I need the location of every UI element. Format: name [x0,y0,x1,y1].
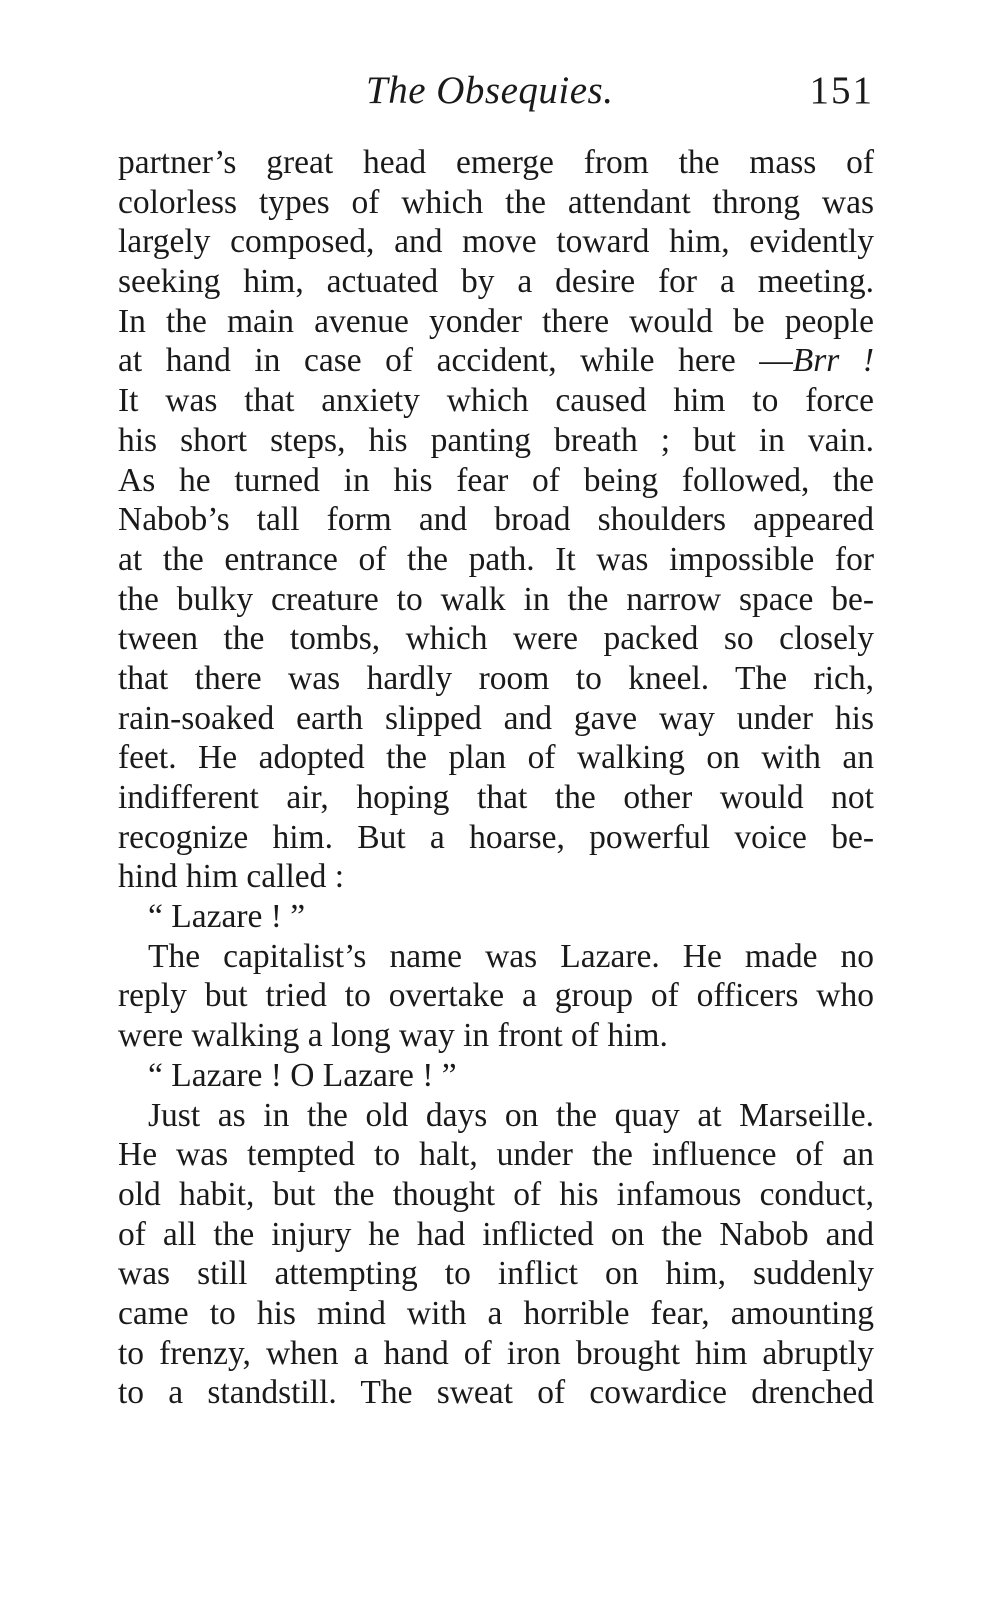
text-line: that there was hardly room to kneel. The rich, [118,659,874,697]
italic-exclamation: Brr ! [792,342,874,380]
text-line: indifferent air, hoping that the other would not [118,779,874,816]
text-line: The capitalist’s name was Lazare. He made no [148,937,874,975]
body-text [118,143,874,1413]
text-line: were walking a long way in front of him. [118,1017,668,1055]
text-line: He was tempted to halt, under the influence of an [118,1136,874,1174]
text-line: partner’s great head emerge from the mass of [118,144,874,181]
dialogue-line: “ Lazare ! O Lazare ! ” [148,1056,457,1094]
text-line: to frenzy, when a hand of iron brought him abruptly [118,1334,874,1372]
text-line: feet. He adopted the plan of walking on with an [118,739,874,777]
text-line: old habit, but the thought of his infamous conduct, [118,1175,874,1213]
page-number: 151 [809,69,874,112]
text-line: at the entrance of the path. It was impossible for [118,540,874,578]
text-line: As he turned in his fear of being followed, the [118,461,874,499]
text-line: the bulky creature to walk in the narrow space be- [118,580,874,618]
text-line [118,341,874,381]
running-title: The Obsequies. [366,69,614,112]
text-line: seeking him, actuated by a desire for a meeting. [118,263,874,301]
text-line: In the main avenue yonder there would be people [118,302,874,340]
text-line: Just as in the old days on the quay at Marseille. [148,1096,874,1134]
dialogue-line: “ Lazare ! ” [148,898,306,936]
text-line: It was that anxiety which caused him to force [118,382,874,420]
running-header [118,68,874,128]
text-line: colorless types of which the attendant throng was [118,183,874,221]
text-line: hind him called : [118,858,345,896]
text-line: Nabob’s tall form and broad shoulders appeared [118,501,874,539]
text-line: tween the tombs, which were packed so closely [118,620,874,658]
text-line-segment: at hand in case of accident, while here — [118,342,793,380]
text-line: rain-soaked earth slipped and gave way under his [118,699,874,737]
text-line: was still attempting to inflict on him, suddenly [118,1255,874,1293]
text-line: reply but tried to overtake a group of officers who [118,977,874,1015]
text-line: to a standstill. The sweat of cowardice drenched [118,1374,874,1412]
text-line: of all the injury he had inflicted on the Nabob and [118,1215,874,1253]
text-line: his short steps, his panting breath ; but in vain. [118,421,874,459]
text-line: recognize him. But a hoarse, powerful voice be- [118,818,874,856]
text-line: came to his mind with a horrible fear, amounting [118,1294,874,1332]
text-line: largely composed, and move toward him, evidently [118,223,874,261]
